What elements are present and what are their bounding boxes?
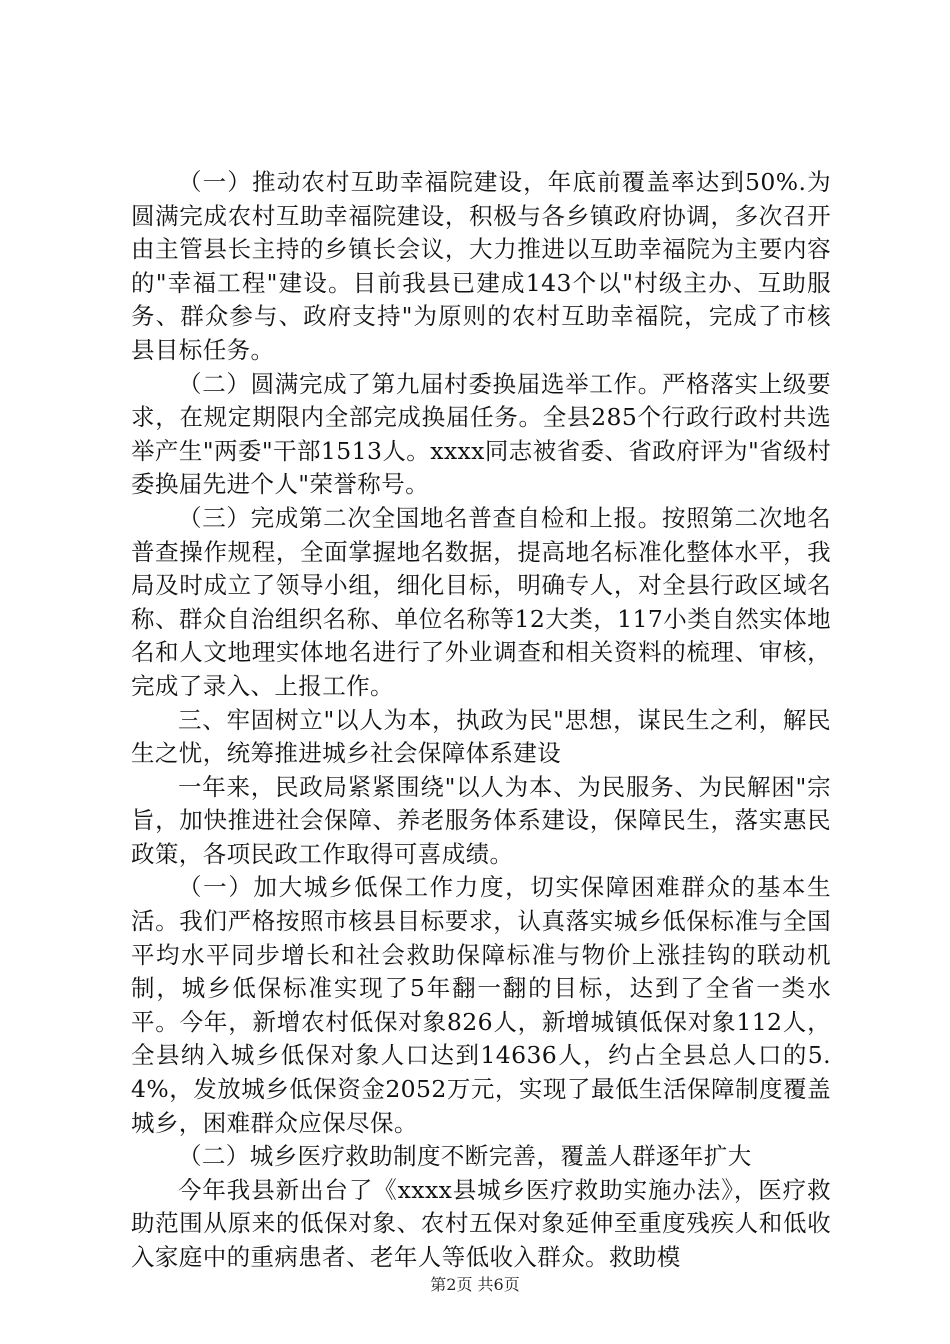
- paragraph-3: （三）完成第二次全国地名普查自检和上报。按照第二次地名普查操作规程，全面掌握地名数据，提高地名标准化整体水平，我局及时成立了领导小组，细化目标，明确专人，对全县行政区域名称、群众自治组织名称、单位名称等12大类，117小类自然实体地名和人文地理实体地名进行了外业调查和相关资料的梳理、审核，完成了录入、上报工作。: [131, 503, 831, 700]
- paragraph-5: 一年来，民政局紧紧围绕"以人为本、为民服务、为民解困"宗旨，加快推进社会保障、养老服务体系建设，保障民生，落实惠民政策，各项民政工作取得可喜成绩。: [131, 772, 831, 868]
- page-footer: 第2页 共6页: [430, 1275, 520, 1294]
- paragraph-8: 今年我县新出台了《xxxx县城乡医疗救助实施办法》，医疗救助范围从原来的低保对象、农村五保对象延伸至重度残疾人和低收入家庭中的重病患者、老年人等低收入群众。救助模: [131, 1175, 831, 1271]
- subheading: （二）城乡医疗救助制度不断完善，覆盖人群逐年扩大: [178, 1142, 752, 1171]
- paragraph-6: （一）加大城乡低保工作力度，切实保障困难群众的基本生活。我们严格按照市核县目标要求，认真落实城乡低保标准与全国平均水平同步增长和社会救助保障标准与物价上涨挂钩的联动机制，城乡低保标准实现了5年翻一翻的目标，达到了全省一类水平。今年，新增农村低保对象826人，新增城镇低保对象112人，全县纳入城乡低保对象人口达到14636人，约占全县总人口的5.4%，发放城乡低保资金2052万元，实现了最低生活保障制度覆盖城乡，困难群众应保尽保。: [131, 873, 831, 1137]
- paragraph-1: （一）推动农村互助幸福院建设，年底前覆盖率达到50%.为圆满完成农村互助幸福院建设，积极与各乡镇政府协调，多次召开由主管县长主持的乡镇长会议，大力推进以互助幸福院为主要内容的"幸福工程"建设。目前我县已建成143个以"村级主办、互助服务、群众参与、政府支持"为原则的农村互助幸福院，完成了市核县目标任务。: [131, 168, 831, 364]
- paragraph-2: （二）圆满完成了第九届村委换届选举工作。严格落实上级要求，在规定期限内全部完成换届任务。全县285个行政行政村共选举产生"两委"干部1513人。xxxx同志被省委、省政府评为"省级村委换届先进个人"荣誉称号。: [131, 369, 831, 499]
- section-heading: 三、牢固树立"以人为本，执政为民"思想，谋民生之利，解民生之忧，统筹推进城乡社会保障体系建设: [131, 705, 831, 768]
- document-body: [131, 166, 831, 1275]
